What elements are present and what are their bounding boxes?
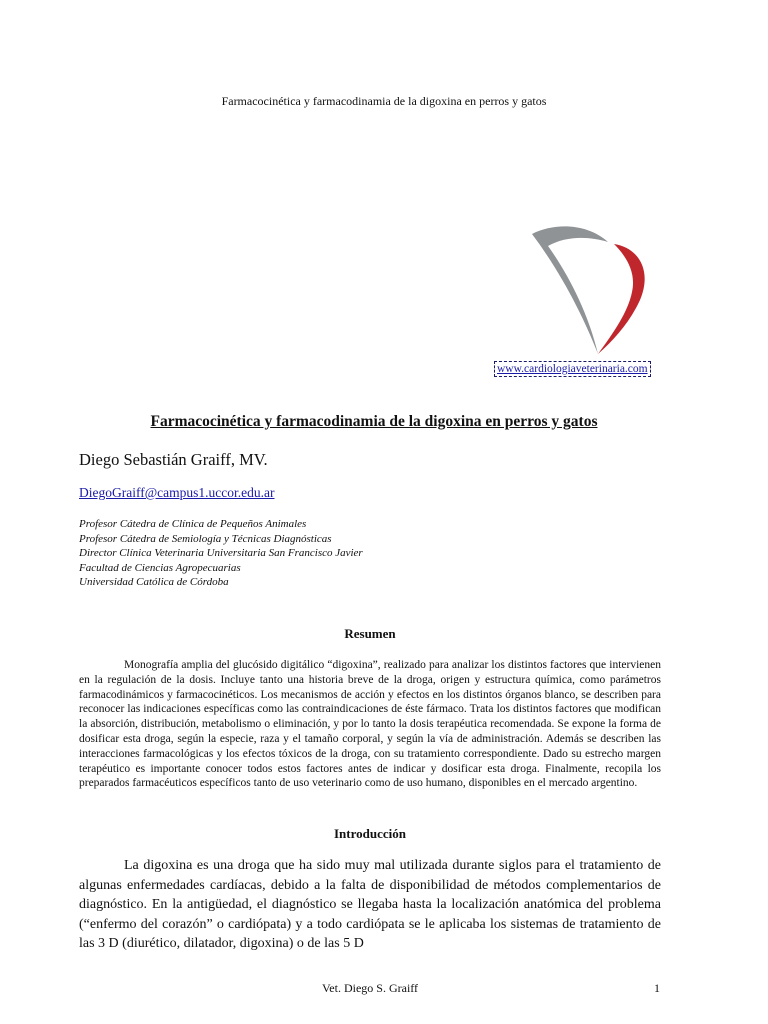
affiliations	[79, 517, 363, 590]
affiliation-line: Director Clínica Veterinaria Universitaria San Francisco Javier	[79, 547, 363, 560]
introduction-paragraph: La digoxina es una droga que ha sido muy mal utilizada durante siglos para el tratamiento de algunas enfermedades cardíacas, debido a la falta de disponibilidad de métodos complementarios de diagnóstico. En la antigüedad, el diagnóstico se llegaba hasta la localización anatómica del problema (“enfermo del corazón” o cardiópata) y a todo cardiópata se le aplicaba los sistemas de tratamiento de las 3 D (diurético, dilatador, digoxina) o de las 5 D	[79, 858, 661, 951]
page-number: 1	[654, 981, 660, 995]
affiliation-line: Profesor Cátedra de Semiología y Técnicas Diagnósticas	[79, 532, 332, 545]
abstract-paragraph: Monografía amplia del glucósido digitálico “digoxina”, realizado para analizar los distintos factores que intervienen en la regulación de la dosis. Incluye tanto una historia breve de la droga, origen y estructura química, como parámetros farmacodinámicos y farmacocinéticos. Los mecanismos de acción y efectos en los distintos órganos blanco, se describen para reconocer las indicaciones específicas como las contraindicaciones de éste fármaco. Trata los distintos factores que modifican la absorción, distribución, metabolismo o eliminación, y por lo tanto la dosis terapéutica recomendada. Se expone la forma de dosificar esta droga, según la especie, raza y el tamaño corporal, y según la vía de administración. Además se describen las interacciones farmacológicas y los efectos tóxicos de la droga, con su tratamiento correspondiente. Dado su estrecho margen terapéutico es importante conocer todos estos factores antes de indicar y dosificar esta droga. Finalmente, recopila los preparados farmacéuticos específicos tanto de uso veterinario como de uso humano, disponibles en el mercado argentino.	[79, 659, 661, 790]
footer-author: Vet. Diego S. Graiff	[321, 981, 419, 995]
author-name: Diego Sebastián Graiff, MV.	[79, 450, 268, 469]
affiliation-line: Universidad Católica de Córdoba	[79, 576, 229, 589]
abstract-heading: Resumen	[344, 626, 396, 641]
website-link[interactable]: www.cardiologiaveterinaria.com	[494, 361, 651, 377]
affiliation-line: Profesor Cátedra de Clínica de Pequeños Animales	[79, 518, 307, 530]
article-title: Farmacocinética y farmacodinamia de la digoxina en perros y gatos	[150, 413, 598, 430]
author-email-link[interactable]: DiegoGraiff@campus1.uccor.edu.ar	[79, 485, 275, 500]
heart-logo-icon	[528, 222, 650, 356]
running-header: Farmacocinética y farmacodinamia de la digoxina en perros y gatos	[221, 94, 547, 108]
introduction-heading: Introducción	[334, 826, 406, 841]
affiliation-line: Facultad de Ciencias Agropecuarias	[79, 561, 241, 574]
